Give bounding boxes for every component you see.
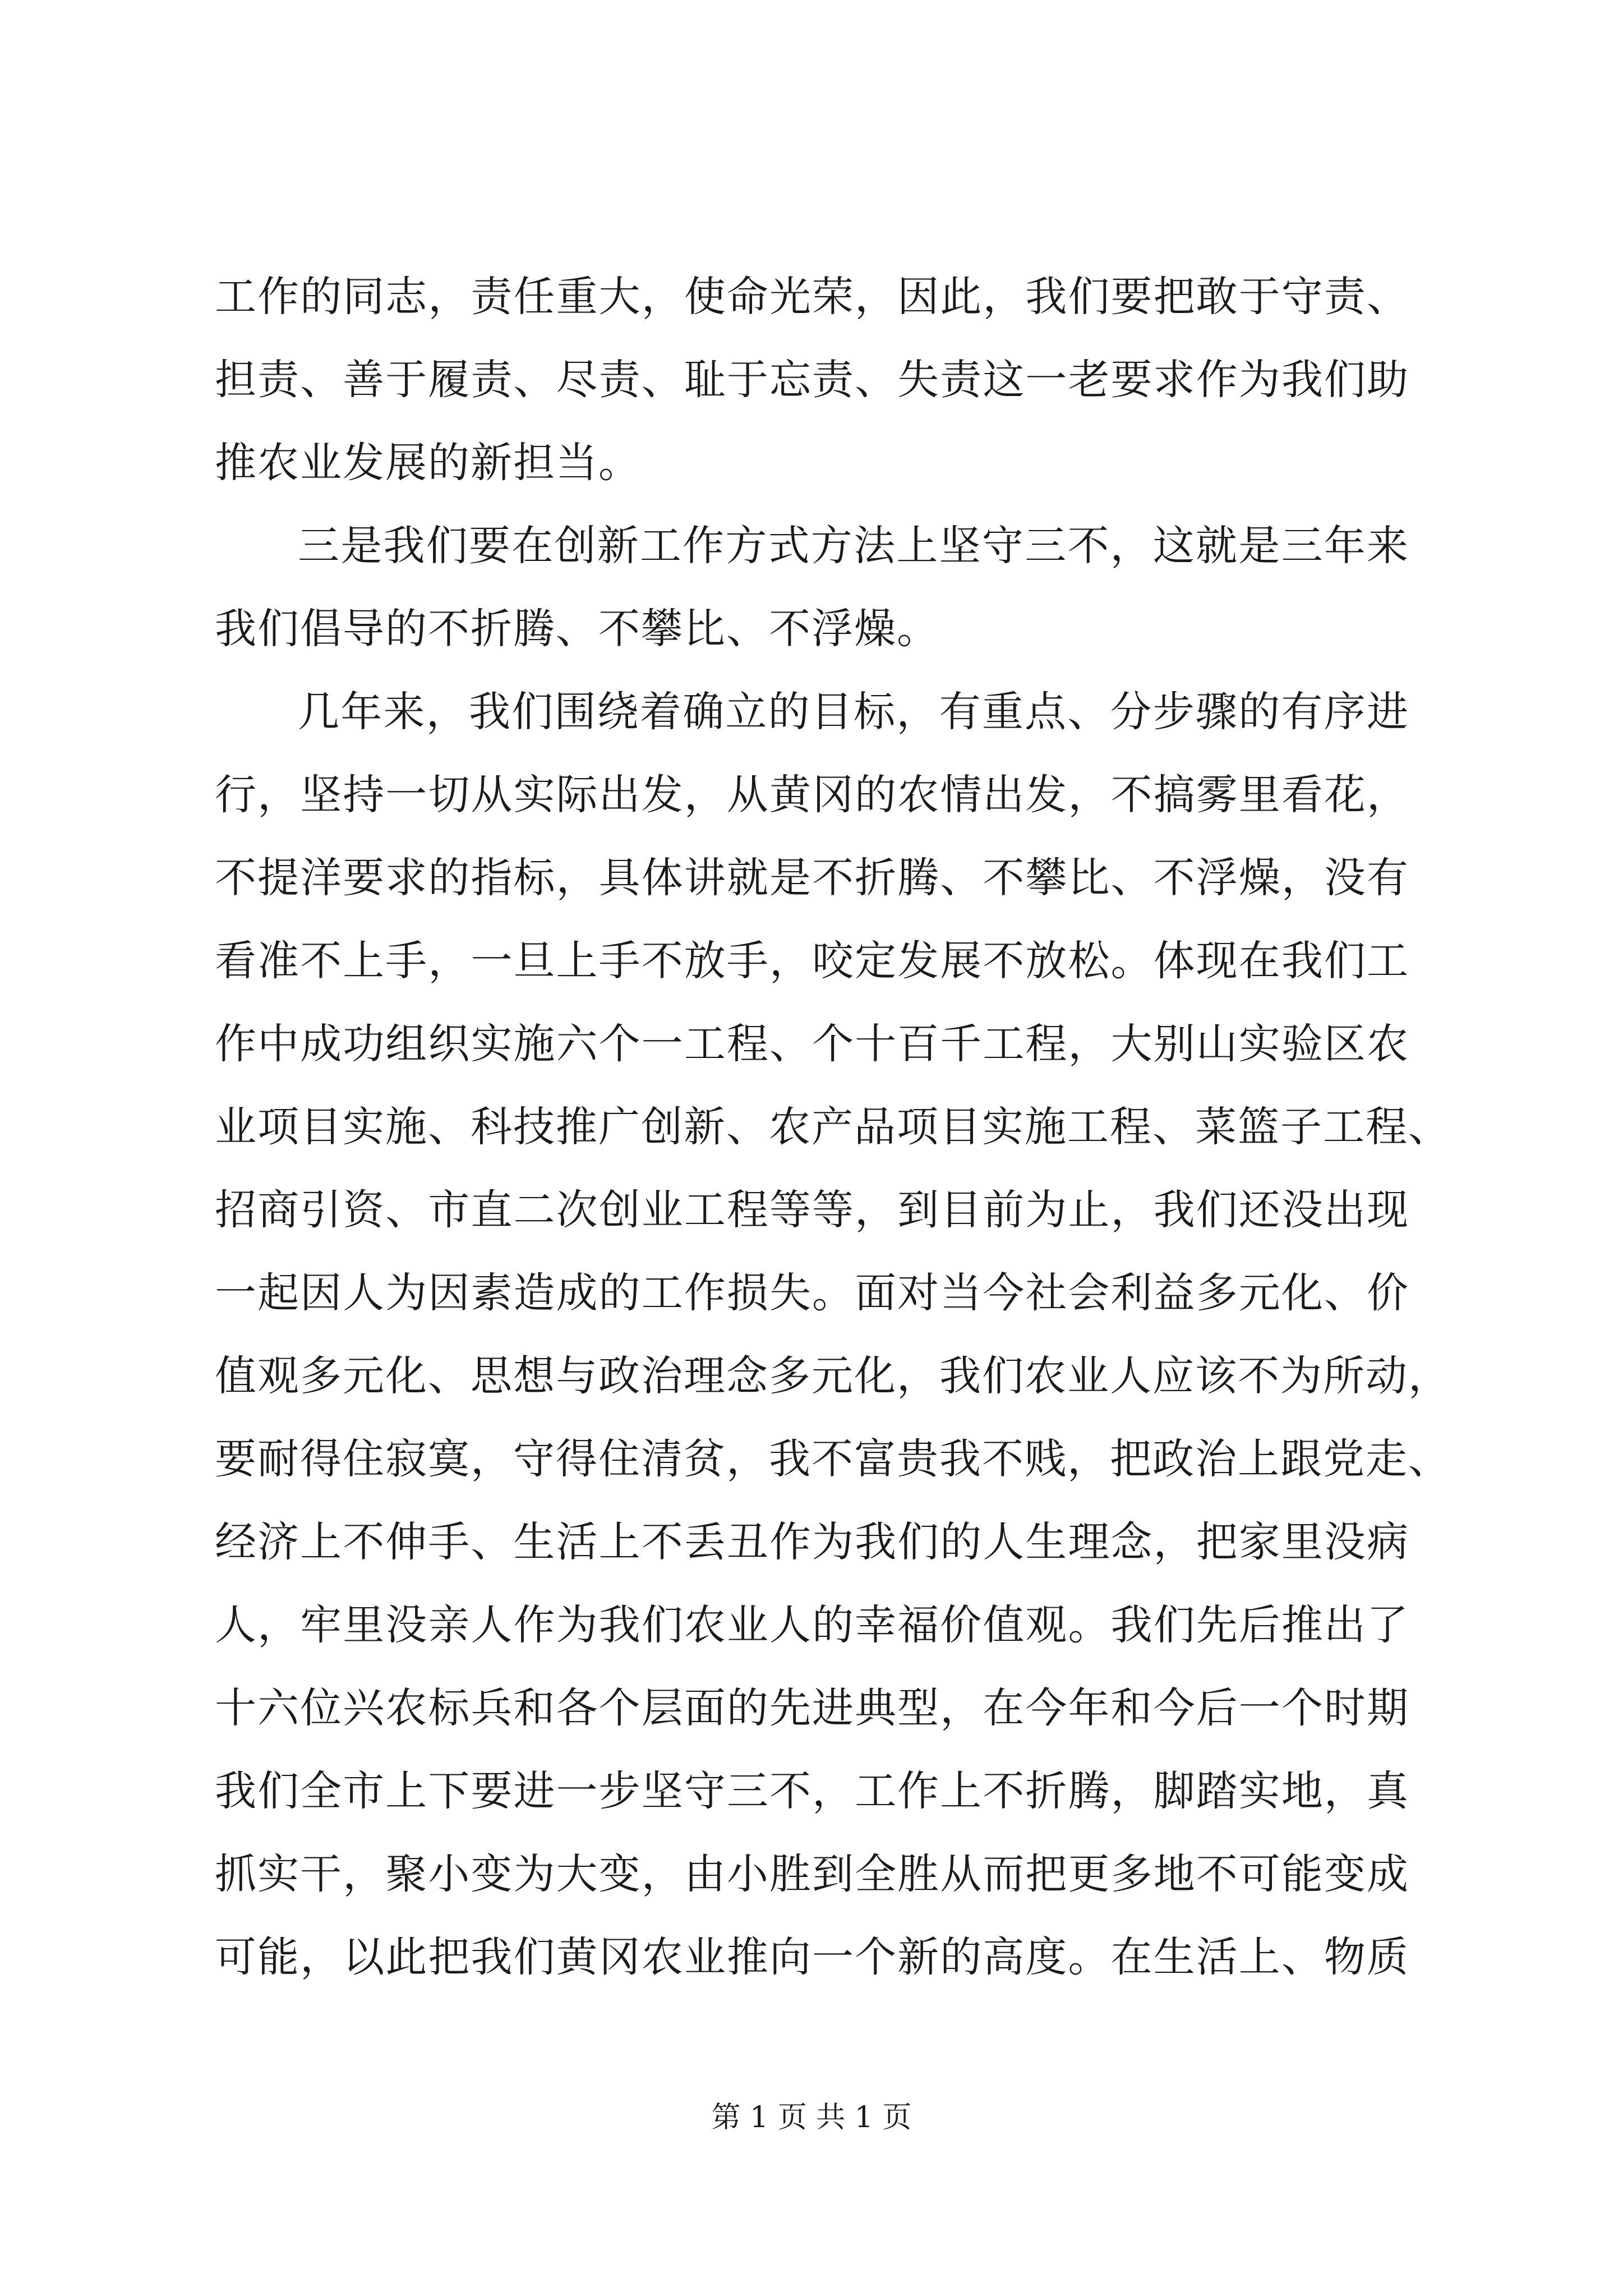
text-line: 要耐得住寂寞，守得住清贫，我不富贵我不贱，把政治上跟党走、 <box>215 1435 1451 1483</box>
paragraph-first-line: 三是我们要在创新工作方式方法上坚守三不，这就是三年来 <box>298 522 1409 570</box>
text-line: 我们倡导的不折腾、不攀比、不浮燥。 <box>215 605 939 653</box>
text-line: 业项目实施、科技推广创新、农产品项目实施工程、菜篮子工程、 <box>215 1103 1451 1151</box>
text-line: 担责、善于履责、尽责、耻于忘责、失责这一老要求作为我们助 <box>215 356 1409 404</box>
text-line: 作中成功组织实施六个一工程、个十百千工程，大别山实验区农 <box>215 1020 1409 1068</box>
text-line: 抓实干，聚小变为大变，由小胜到全胜从而把更多地不可能变成 <box>215 1850 1409 1898</box>
document-body <box>215 255 1451 1999</box>
paragraph-first-line: 几年来，我们围绕着确立的目标，有重点、分步骤的有序进 <box>298 688 1409 736</box>
text-line: 看准不上手，一旦上手不放手，咬定发展不放松。体现在我们工 <box>215 937 1409 985</box>
text-line: 推农业发展的新担当。 <box>215 439 641 487</box>
text-line: 可能，以此把我们黄冈农业推向一个新的高度。在生活上、物质 <box>215 1933 1409 1981</box>
text-line: 一起因人为因素造成的工作损失。面对当今社会利益多元化、价 <box>215 1269 1409 1317</box>
text-line: 工作的同志，责任重大，使命光荣，因此，我们要把敢于守责、 <box>215 273 1409 321</box>
text-line: 值观多元化、思想与政治理念多元化，我们农业人应该不为所动， <box>215 1352 1451 1400</box>
text-line: 十六位兴农标兵和各个层面的先进典型，在今年和今后一个时期 <box>215 1684 1409 1732</box>
text-line: 行，坚持一切从实际出发，从黄冈的农情出发，不搞雾里看花， <box>215 771 1409 819</box>
page-number-footer: 第 1 页 共 1 页 <box>711 2101 912 2134</box>
text-line: 我们全市上下要进一步坚守三不，工作上不折腾，脚踏实地，真 <box>215 1767 1409 1815</box>
text-line: 经济上不伸手、生活上不丢丑作为我们的人生理念，把家里没病 <box>215 1518 1409 1566</box>
text-line: 不提洋要求的指标，具体讲就是不折腾、不攀比、不浮燥，没有 <box>215 854 1409 902</box>
text-line: 人，牢里没亲人作为我们农业人的幸福价值观。我们先后推出了 <box>215 1601 1409 1649</box>
text-line: 招商引资、市直二次创业工程等等，到目前为止，我们还没出现 <box>215 1186 1409 1234</box>
